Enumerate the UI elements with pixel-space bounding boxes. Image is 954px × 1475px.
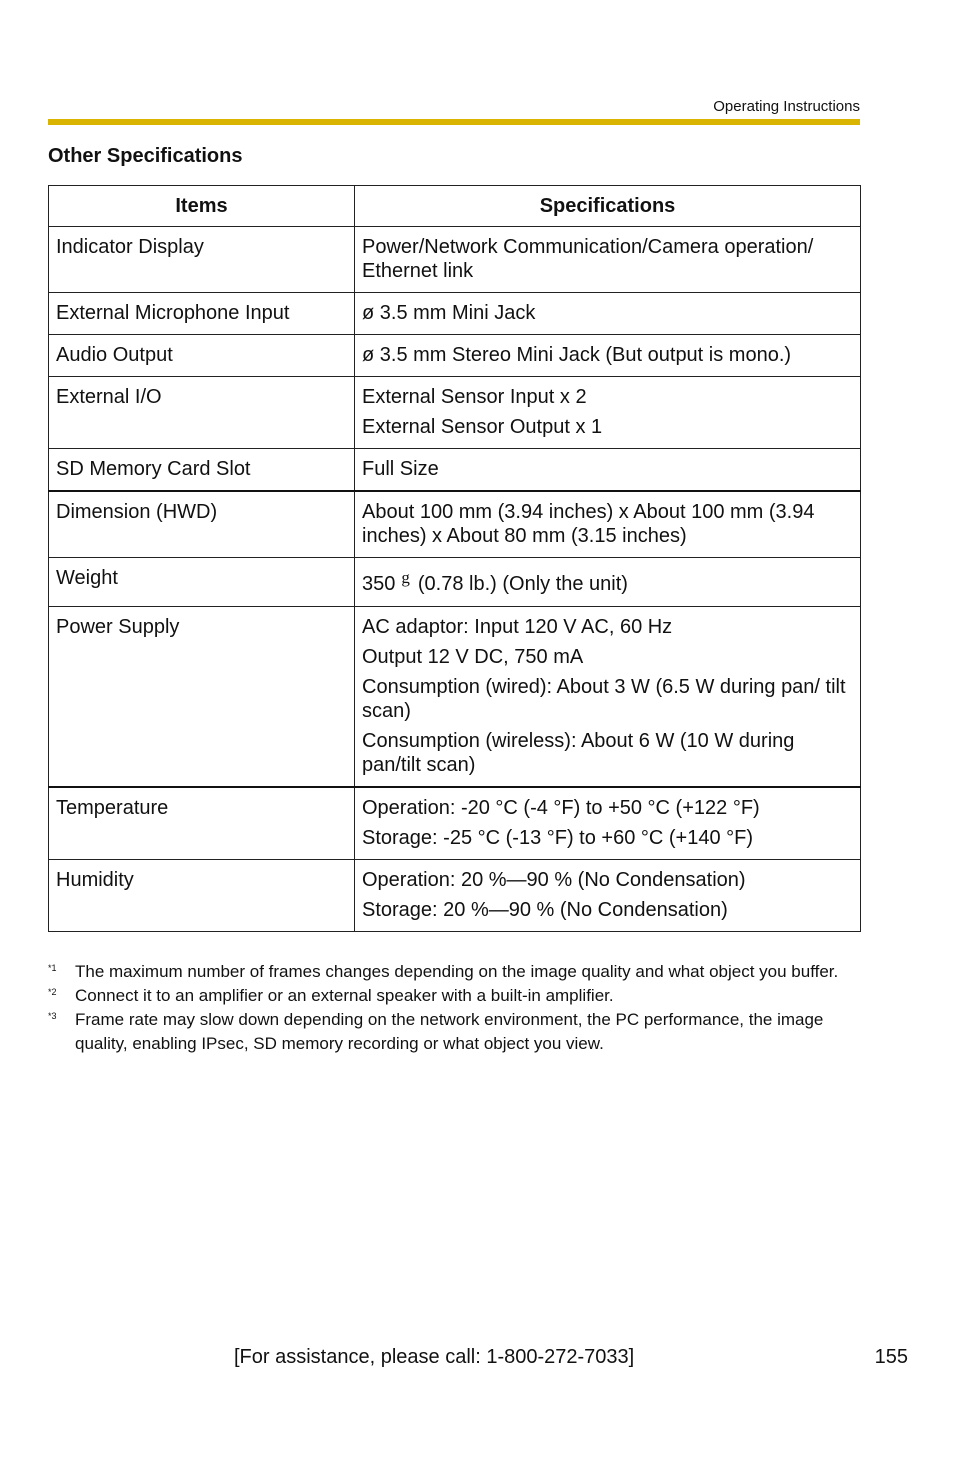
spec-line: Operation: 20 %—90 % (No Condensation) [362, 869, 746, 891]
item-cell: Indicator Display [49, 227, 355, 293]
item-cell: External Microphone Input [49, 293, 355, 335]
spec-line: Operation: -20 °C (-4 °F) to +50 °C (+122 °F) [362, 797, 760, 819]
footnote-3 [48, 1008, 860, 1056]
item-cell: SD Memory Card Slot [49, 449, 355, 492]
spec-cell [355, 377, 861, 449]
spec-line: ø 3.5 mm Stereo Mini Jack (But output is mono.) [362, 344, 792, 366]
weight-note: (0.78 lb.) (Only the unit) [417, 573, 628, 595]
spec-line: Consumption (wired): About 3 W (6.5 W during pan/ tilt scan) [362, 676, 846, 722]
column-header-specifications: Specifications [355, 186, 861, 227]
item-cell: Weight [49, 558, 355, 607]
spec-cell [355, 558, 861, 607]
spec-line: Full Size [362, 458, 439, 480]
item-cell: Power Supply [49, 607, 355, 788]
spec-cell [355, 227, 861, 293]
spec-line: Storage: -25 °C (-13 °F) to +60 °C (+140 °F) [362, 827, 754, 849]
table-row [49, 293, 861, 335]
table-row [49, 377, 861, 449]
footnote-2 [48, 984, 860, 1008]
spec-line: External Sensor Input x 2 [362, 386, 587, 408]
spec-cell [355, 293, 861, 335]
table-header-row [49, 186, 861, 227]
footnote-text: Frame rate may slow down depending on the network environment, the PC performance, the image quality, enabling IPsec, SD memory recording or what object you view. [75, 1010, 824, 1053]
footnote-text: The maximum number of frames changes depending on the image quality and what object you buffer. [75, 962, 839, 981]
table-row [49, 787, 861, 860]
spec-cell [355, 860, 861, 932]
table-row [49, 335, 861, 377]
item-cell: Audio Output [49, 335, 355, 377]
column-header-items: Items [49, 186, 355, 227]
table-row [49, 491, 861, 558]
specifications-table [48, 185, 861, 932]
footnote-mark: *3 [48, 1011, 57, 1021]
spec-cell [355, 335, 861, 377]
footnote-text: Connect it to an amplifier or an external speaker with a built-in amplifier. [75, 986, 614, 1005]
footnote-mark: *1 [48, 963, 57, 973]
table-row [49, 449, 861, 492]
spec-line: Consumption (wireless): About 6 W (10 W during pan/tilt scan) [362, 730, 795, 776]
footnote-1 [48, 960, 860, 984]
page-number: 155 [874, 1346, 908, 1368]
assistance-footer: [For assistance, please call: 1-800-272-7033] [234, 1346, 635, 1368]
spec-cell [355, 787, 861, 860]
spec-line: Output 12 V DC, 750 mA [362, 646, 584, 668]
footnotes [48, 960, 860, 1056]
table-row [49, 607, 861, 788]
header-rule [48, 119, 860, 125]
weight-unit: g [401, 568, 410, 587]
spec-line: About 100 mm (3.94 inches) x About 100 mm (3.94 inches) x About 80 mm (3.15 inches) [362, 501, 815, 547]
table-row [49, 860, 861, 932]
spec-cell [355, 491, 861, 558]
weight-value: 350 [362, 573, 396, 595]
running-header: Operating Instructions [713, 98, 860, 115]
spec-line: AC adaptor: Input 120 V AC, 60 Hz [362, 616, 673, 638]
spec-cell [355, 607, 861, 788]
spec-line [362, 568, 854, 597]
spec-line: Storage: 20 %—90 % (No Condensation) [362, 899, 728, 921]
spec-line: ø 3.5 mm Mini Jack [362, 302, 536, 324]
footnote-mark: *2 [48, 987, 57, 997]
item-cell: External I/O [49, 377, 355, 449]
item-cell: Humidity [49, 860, 355, 932]
spec-line: External Sensor Output x 1 [362, 416, 603, 438]
item-cell: Dimension (HWD) [49, 491, 355, 558]
table-row [49, 227, 861, 293]
section-title: Other Specifications [48, 145, 243, 167]
table-row [49, 558, 861, 607]
spec-line: Power/Network Communication/Camera operation/ Ethernet link [362, 236, 814, 282]
spec-cell [355, 449, 861, 492]
item-cell: Temperature [49, 787, 355, 860]
